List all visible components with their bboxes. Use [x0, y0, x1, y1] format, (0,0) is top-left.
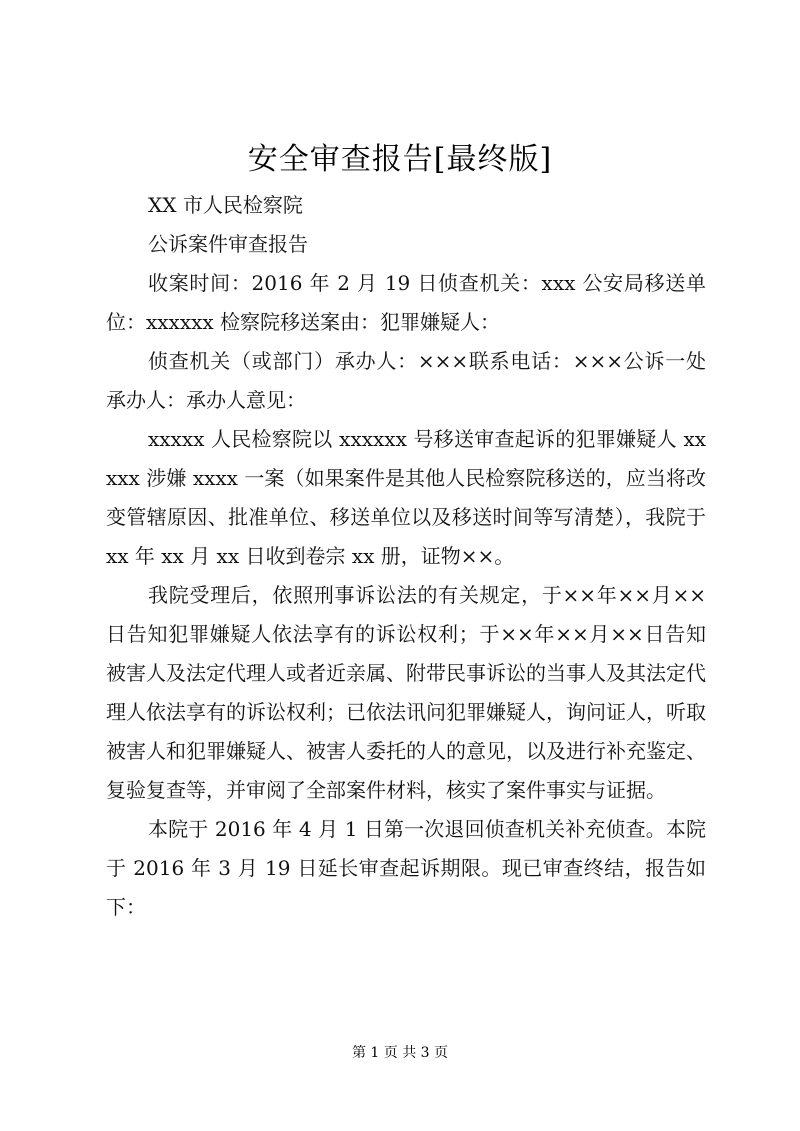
- paragraph-recipient: XX 市人民检察院: [148, 193, 303, 217]
- paragraph-report-type: 公诉案件审查报告: [148, 232, 308, 256]
- document-body: [106, 186, 706, 927]
- paragraph-contacts: 侦查机关（或部门）承办人：×××联系电话：×××公诉一处承办人：承办人意见：: [106, 349, 706, 412]
- paragraph-case-intro: xxxxx 人民检察院以 xxxxxx 号移送审查起诉的犯罪嫌疑人 xxxxx 涉嫌 xxxx 一案（如果案件是其他人民检察院移送的，应当将改变管辖原因、批准单位、移送单位以及移送时间等写清楚），我院于 xx 年 xx 月 xx 日收到卷宗 xx 册，证物××。: [106, 427, 706, 568]
- paragraph-procedure: 我院受理后，依照刑事诉讼法的有关规定，于××年××月××日告知犯罪嫌疑人依法享有的诉讼权利；于××年××月××日告知被害人及法定代理人或者近亲属、附带民事诉讼的当事人及其法定代理人依法享有的诉讼权利；已依法讯问犯罪嫌疑人，询问证人，听取被害人和犯罪嫌疑人、被害人委托的人的意见，以及进行补充鉴定、复验复查等，并审阅了全部案件材料，核实了案件事实与证据。: [106, 583, 706, 802]
- page-indicator: 第 1 页 共 3 页: [351, 1045, 449, 1061]
- paragraph-conclusion: 本院于 2016 年 4 月 1 日第一次退回侦查机关补充侦查。本院于 2016 年 3 月 19 日延长审查起诉期限。现已审查终结，报告如下：: [106, 817, 706, 919]
- document-title: 安全审查报告[最终版]: [247, 142, 553, 177]
- paragraph-case-receipt: 收案时间：2016 年 2 月 19 日侦查机关：xxx 公安局移送单位：xxxxxx 检察院移送案由：犯罪嫌疑人：: [106, 271, 706, 334]
